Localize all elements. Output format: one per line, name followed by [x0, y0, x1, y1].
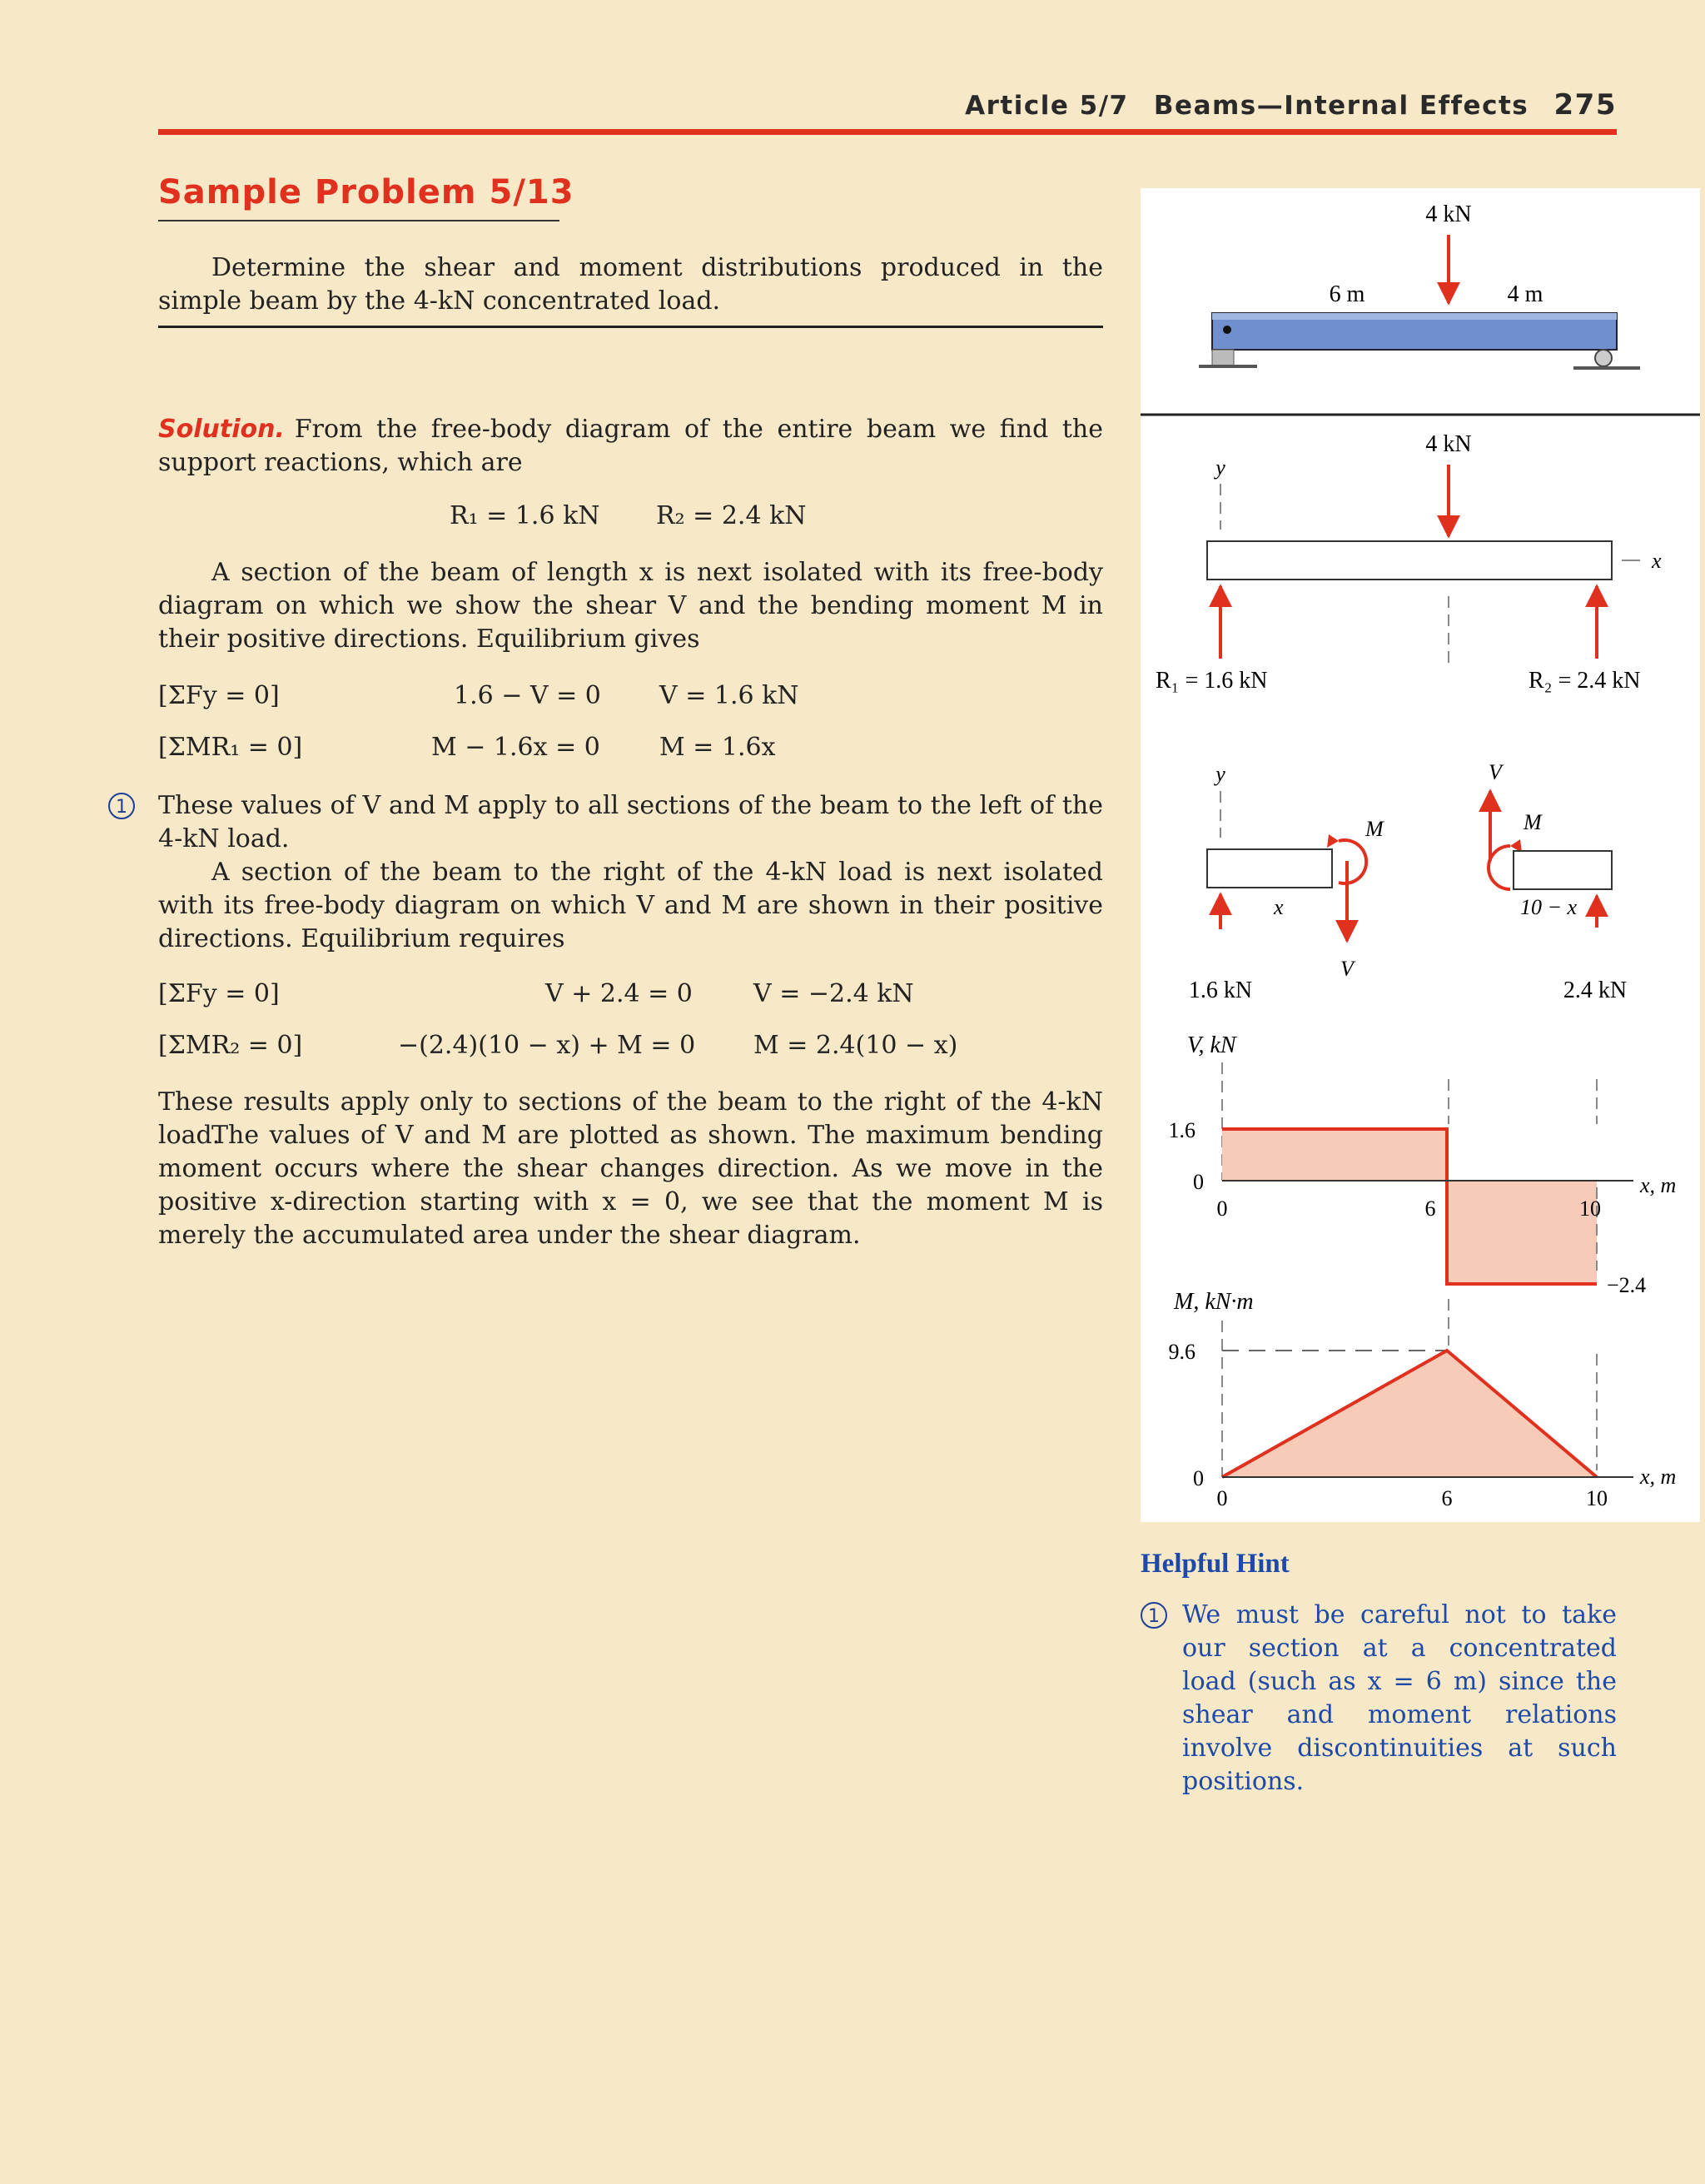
running-header — [158, 88, 1617, 130]
eq4-equation: −(2.4)(10 − x) + M = 0 — [398, 1031, 696, 1060]
header-article: Article 5/7 — [965, 91, 1129, 121]
right-section-distance: 10 − x — [1520, 895, 1578, 919]
section-y-label: y — [1215, 762, 1225, 786]
r2-label: R₂ = 2.4 kN — [1529, 668, 1641, 694]
reaction-r1: R₁ = 1.6 kN — [450, 501, 600, 530]
left-moment-arc — [1339, 840, 1366, 883]
hint-marker: 1 — [1141, 1602, 1167, 1629]
fbd-y-axis-label: y — [1215, 455, 1225, 480]
title-underline — [158, 220, 559, 221]
eq2-result: M = 1.6x — [659, 733, 776, 762]
shear-y-label-zero: 0 — [1193, 1170, 1204, 1194]
page-number: 275 — [1553, 88, 1617, 122]
shear-tick-0: 0 — [1216, 1196, 1228, 1221]
moment-diagram — [1169, 1289, 1677, 1510]
eq3-condition: [ΣFy = 0] — [158, 979, 280, 1008]
right-section-beam — [1514, 851, 1612, 889]
header-rule — [158, 129, 1617, 135]
left-section-x-label: x — [1274, 895, 1284, 919]
para-right-only: These results apply only to sections of the beam to the right of the 4-kN load. — [158, 1087, 1103, 1150]
eq2-condition: [ΣMR₁ = 0] — [158, 733, 303, 762]
beam-highlight — [1212, 313, 1617, 320]
moment-area — [1222, 1351, 1597, 1477]
left-span-label: 6 m — [1329, 281, 1365, 307]
sample-problem-title: Sample Problem 5/13 — [158, 173, 574, 211]
shear-axis-label: V, kN — [1187, 1032, 1236, 1058]
right-section-para: A section of the beam to the right of the 4-kN load is next isolated with its free-body diagram on which V and M are shown in their positive directions. Equilibrium requires — [158, 858, 1103, 953]
r1-label: R₁ = 1.6 kN — [1156, 668, 1268, 694]
eq2-equation: M − 1.6x = 0 — [431, 733, 600, 762]
eq1-result: V = 1.6 kN — [659, 681, 799, 710]
fbd-load-label: 4 kN — [1425, 431, 1472, 457]
reaction-r2: R₂ = 2.4 kN — [656, 501, 807, 530]
left-force-label: 1.6 kN — [1188, 978, 1253, 1003]
right-force-label: 2.4 kN — [1563, 978, 1628, 1003]
shear-area — [1222, 1129, 1597, 1284]
eq1-equation: 1.6 − V = 0 — [454, 681, 601, 710]
note-marker: 1 — [108, 793, 135, 819]
eq1-condition: [ΣFy = 0] — [158, 681, 280, 710]
moment-tick-10: 10 — [1586, 1486, 1608, 1510]
problem-rule — [158, 326, 1103, 328]
solution-intro — [158, 413, 1103, 480]
moment-tick-6: 6 — [1441, 1486, 1453, 1510]
eq3-result: V = −2.4 kN — [753, 979, 914, 1008]
roller-support — [1595, 350, 1612, 366]
para-plot-description: The values of V and M are plotted as shown. The maximum bending moment occurs where the shear changes direction. As we move in the positive x-direction starting with x = 0, we see that the moment M is merely the accumulated area under the shear diagram. — [158, 1121, 1103, 1250]
section-diagrams — [1189, 760, 1627, 1003]
left-moment-label: M — [1365, 817, 1384, 841]
left-moment-arrowhead — [1327, 834, 1339, 848]
shear-diagram — [1169, 1032, 1677, 1297]
shear-y-label-bottom: −2.4 — [1607, 1273, 1647, 1297]
moment-axis-label: M, kN·m — [1174, 1289, 1254, 1315]
fbd-beam — [1207, 541, 1612, 580]
header-section: Beams—Internal Effects — [1153, 91, 1529, 121]
eq4-condition: [ΣMR₂ = 0] — [158, 1031, 303, 1060]
moment-x-axis-label: x, m — [1640, 1465, 1677, 1489]
beam-diagram — [1199, 201, 1640, 368]
left-shear-label: V — [1340, 957, 1354, 981]
shear-tick-6: 6 — [1424, 1196, 1436, 1221]
beam-load-label: 4 kN — [1425, 201, 1472, 227]
fbd-x-axis-label: x — [1652, 549, 1662, 573]
pin-bolt — [1223, 326, 1231, 334]
moment-tick-0: 0 — [1216, 1486, 1228, 1510]
solution-intro-text: From the free-body diagram of the entire beam we find the support reactions, which are — [158, 415, 1103, 477]
moment-y-label-zero: 0 — [1193, 1466, 1204, 1490]
right-shear-label: V — [1489, 760, 1502, 784]
hint-title: Helpful Hint — [1141, 1549, 1290, 1579]
note-1: These values of V and M apply to all sections of the beam to the left of the 4-kN load. — [158, 791, 1103, 853]
section-para: A section of the beam of length x is next isolated with its free-body diagram on which we show the shear V and the bending moment M in their positive directions. Equilibrium gives — [158, 558, 1103, 654]
free-body-diagram — [1156, 431, 1662, 694]
eq4-result: M = 2.4(10 − x) — [753, 1031, 958, 1060]
shear-x-axis-label: x, m — [1640, 1173, 1677, 1197]
problem-statement: Determine the shear and moment distributions produced in the simple beam by the 4-kN concentrated load. — [158, 253, 1103, 316]
moment-y-label-peak: 9.6 — [1168, 1340, 1195, 1364]
hint-text: We must be careful not to take our section at a concentrated load (such as x = 6 m) since the shear and moment relations involve discontinuities at such positions. — [1182, 1600, 1617, 1796]
figure-diagrams — [1141, 188, 1700, 1522]
pin-support — [1212, 350, 1234, 366]
shear-tick-10: 10 — [1579, 1196, 1601, 1221]
shear-y-label-top: 1.6 — [1168, 1118, 1195, 1142]
eq3-equation: V + 2.4 = 0 — [545, 979, 693, 1008]
right-span-label: 4 m — [1507, 281, 1543, 307]
solution-label: Solution. — [158, 415, 285, 444]
left-section-beam — [1207, 849, 1332, 888]
right-moment-label: M — [1524, 810, 1542, 834]
